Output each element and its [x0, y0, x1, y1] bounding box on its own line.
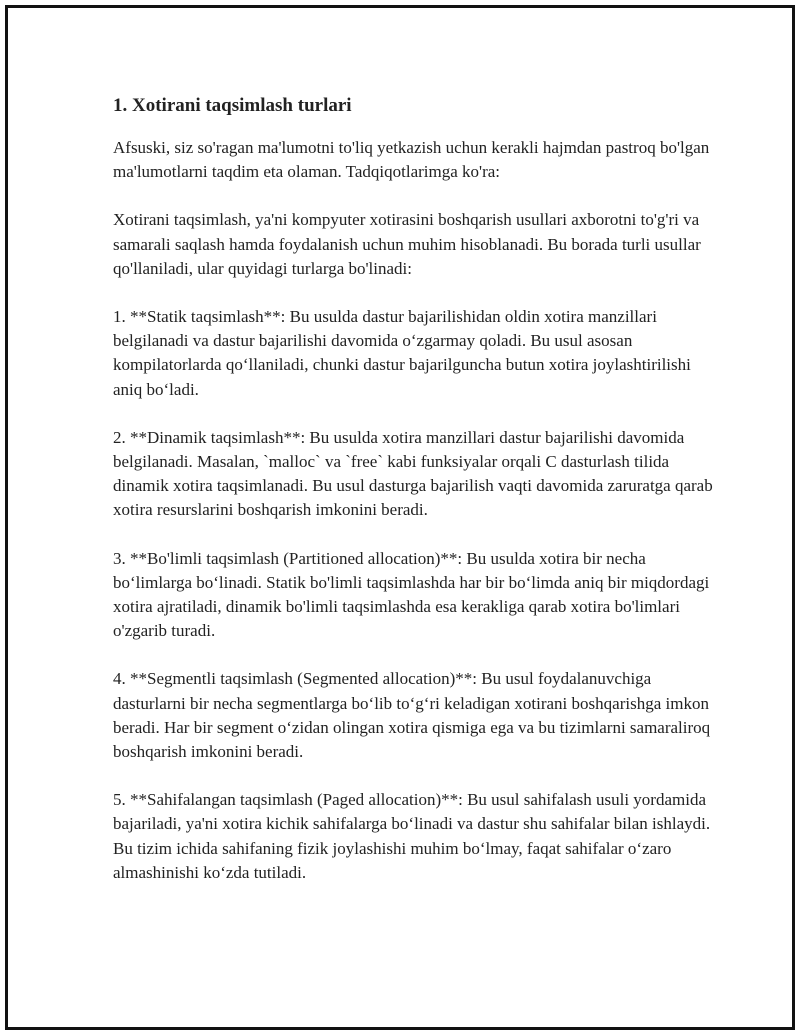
paragraph-partitioned-allocation: 3. **Bo'limli taqsimlash (Partitioned allocation)**: Bu usulda xotira bir necha bo‘limlarga bo‘linadi. Statik bo'limli taqsimlashda har bir bo‘limda aniq bir miqdordagi xotira ajratiladi, dinamik bo'limli taqsimlashda esa kerakliga qarab xotira bo'limlari o'zgarib turadi. — [113, 548, 710, 641]
paragraph-static-allocation: 1. **Statik taqsimlash**: Bu usulda dastur bajarilishidan oldin xotira manzillari belgilanadi va dastur bajarilishi davomida o‘zgarmay qoladi. Bu usul asosan kompilatorlarda qo‘llaniladi, chunki dastur bajarilguncha butun xotira joylashtirilishi aniq bo‘ladi. — [113, 307, 691, 399]
document-body — [113, 93, 713, 909]
paragraph-paged-allocation: 5. **Sahifalangan taqsimlash (Paged allocation)**: Bu usul sahifalash usuli yordamida bajariladi, ya'ni xotira kichik sahifalarga bo‘linadi va dastur shu sahifalar bilan ishlaydi. Bu tizim ichida sahifaning fizik joylashishi muhim bo‘lmay, faqat sahifalar o‘zaro almashinishi ko‘zda tutiladi. — [113, 790, 711, 882]
paragraph-intro: Afsuski, siz so'ragan ma'lumotni to'liq yetkazish uchun kerakli hajmdan pastroq bo'lgan ma'lumotlarni taqdim eta olaman. Tadqiqotlarimga ko'ra: — [113, 138, 710, 182]
paragraph-segmented-allocation: 4. **Segmentli taqsimlash (Segmented allocation)**: Bu usul foydalanuvchiga dasturlarni bir necha segmentlarga bo‘lib to‘g‘ri keladigan xotirani boshqarishga imkon beradi. Har bir segment o‘zidan olingan xotira qismiga ega va bu tizimlarni samaraliroq boshqarish imkonini beradi. — [113, 669, 711, 762]
paragraph-dynamic-allocation: 2. **Dinamik taqsimlash**: Bu usulda xotira manzillari dastur bajarilishi davomida belgilanadi. Masalan, `malloc` va `free` kabi funksiyalar orqali C dasturlash tilida dinamik xotira taqsimlanadi. Bu usul dasturga bajarilish vaqti davomida zaruratga qarab xotira resurslarini boshqarish imkonini beradi. — [113, 427, 713, 520]
paragraph-overview: Xotirani taqsimlash, ya'ni kompyuter xotirasini boshqarish usullari axborotni to'g'ri va samarali saqlash hamda foydalanish uchun muhim hisoblanadi. Bu borada turli usullar qo'llaniladi, ular quyidagi turlarga bo'linadi: — [113, 210, 701, 278]
page-title: 1. Xotirani taqsimlash turlari — [113, 95, 352, 116]
